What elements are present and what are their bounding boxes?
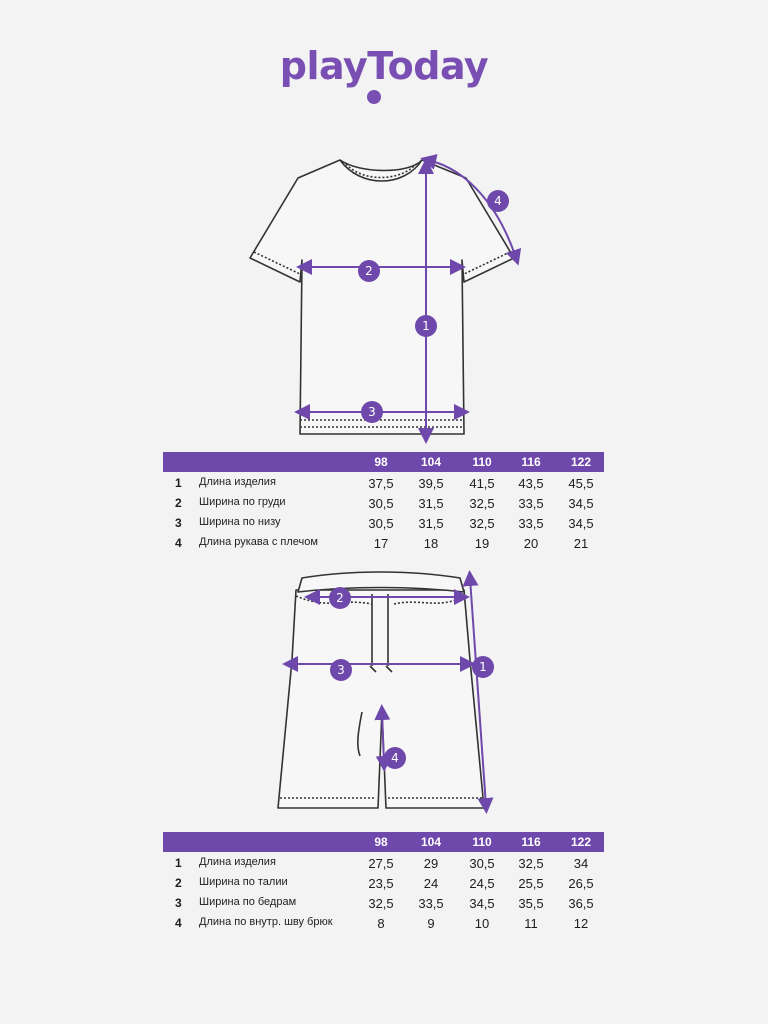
row-label: Длина изделия bbox=[199, 856, 276, 868]
cell-value: 30,5 bbox=[469, 856, 495, 871]
table-row bbox=[163, 912, 604, 932]
cell-value: 33,5 bbox=[418, 896, 444, 911]
cell-value: 27,5 bbox=[368, 856, 394, 871]
tshirt-outline bbox=[250, 160, 514, 434]
cell-value: 43,5 bbox=[518, 476, 544, 491]
table-header bbox=[163, 452, 604, 472]
row-number: 1 bbox=[175, 476, 182, 490]
size-header: 104 bbox=[420, 455, 442, 469]
cell-value: 19 bbox=[474, 536, 490, 551]
cell-value: 29 bbox=[423, 856, 439, 871]
table-header bbox=[163, 832, 604, 852]
cell-value: 36,5 bbox=[568, 896, 594, 911]
cell-value: 34,5 bbox=[568, 516, 594, 531]
row-number: 3 bbox=[175, 516, 182, 530]
shorts-badge-3 bbox=[330, 659, 352, 681]
tshirt-diagram bbox=[0, 140, 768, 445]
cell-value: 35,5 bbox=[518, 896, 544, 911]
svg-text:1: 1 bbox=[479, 660, 487, 674]
size-header: 110 bbox=[472, 455, 492, 469]
svg-text:2: 2 bbox=[336, 591, 344, 605]
cell-value: 31,5 bbox=[418, 516, 444, 531]
cell-value: 11 bbox=[524, 916, 538, 931]
cell-value: 9 bbox=[427, 916, 435, 931]
row-number: 4 bbox=[175, 916, 182, 930]
size-header: 110 bbox=[472, 835, 492, 849]
row-number: 2 bbox=[175, 876, 182, 890]
cell-value: 24,5 bbox=[469, 876, 495, 891]
logo-dot bbox=[367, 90, 381, 104]
cell-value: 39,5 bbox=[418, 476, 444, 491]
table-row bbox=[163, 492, 604, 512]
svg-text:3: 3 bbox=[337, 663, 345, 677]
svg-text:4: 4 bbox=[494, 194, 502, 208]
tee-badge-4 bbox=[487, 190, 509, 212]
table-row bbox=[163, 512, 604, 532]
cell-value: 17 bbox=[373, 536, 389, 551]
cell-value: 30,5 bbox=[368, 516, 394, 531]
svg-text:4: 4 bbox=[391, 751, 399, 765]
table-row bbox=[163, 532, 604, 552]
cell-value: 25,5 bbox=[518, 876, 544, 891]
shorts-badge-1 bbox=[472, 656, 494, 678]
cell-value: 8 bbox=[377, 916, 385, 931]
cell-value: 23,5 bbox=[368, 876, 394, 891]
size-header: 122 bbox=[570, 835, 592, 849]
row-label: Ширина по талии bbox=[199, 876, 288, 888]
size-header: 116 bbox=[521, 835, 541, 849]
brand-logo: playToday bbox=[279, 44, 489, 88]
cell-value: 45,5 bbox=[568, 476, 594, 491]
shorts-size-table bbox=[163, 832, 604, 932]
svg-text:2: 2 bbox=[365, 264, 373, 278]
cell-value: 12 bbox=[573, 916, 589, 931]
row-number: 4 bbox=[175, 536, 182, 550]
row-number: 2 bbox=[175, 496, 182, 510]
row-label: Ширина по бедрам bbox=[199, 896, 297, 908]
row-label: Длина по внутр. шву брюк bbox=[199, 916, 333, 928]
svg-text:1: 1 bbox=[422, 319, 430, 333]
svg-text:3: 3 bbox=[368, 405, 376, 419]
size-header: 116 bbox=[521, 455, 541, 469]
cell-value: 34 bbox=[573, 856, 589, 871]
cell-value: 31,5 bbox=[418, 496, 444, 511]
cell-value: 34,5 bbox=[568, 496, 594, 511]
tee-badge-1 bbox=[415, 315, 437, 337]
shorts-outline bbox=[278, 572, 484, 808]
size-header: 122 bbox=[570, 455, 592, 469]
table-row bbox=[163, 872, 604, 892]
cell-value: 32,5 bbox=[518, 856, 544, 871]
row-label: Длина изделия bbox=[199, 476, 276, 488]
size-header: 104 bbox=[420, 835, 442, 849]
row-number: 3 bbox=[175, 896, 182, 910]
cell-value: 21 bbox=[573, 536, 589, 551]
table-row bbox=[163, 472, 604, 492]
size-header: 98 bbox=[374, 455, 388, 469]
cell-value: 20 bbox=[523, 536, 539, 551]
table-row bbox=[163, 852, 604, 872]
cell-value: 32,5 bbox=[368, 896, 394, 911]
shorts-badge-4 bbox=[384, 747, 406, 769]
cell-value: 37,5 bbox=[368, 476, 394, 491]
shorts-badge-2 bbox=[329, 587, 351, 609]
cell-value: 18 bbox=[423, 536, 439, 551]
tee-badge-3 bbox=[361, 401, 383, 423]
cell-value: 30,5 bbox=[368, 496, 394, 511]
tshirt-size-table bbox=[163, 452, 604, 552]
tee-badge-2 bbox=[358, 260, 380, 282]
cell-value: 32,5 bbox=[469, 496, 495, 511]
row-label: Ширина по груди bbox=[199, 496, 286, 508]
table-row bbox=[163, 892, 604, 912]
cell-value: 34,5 bbox=[469, 896, 495, 911]
shorts-diagram bbox=[0, 560, 768, 820]
cell-value: 24 bbox=[423, 876, 439, 891]
row-label: Длина рукава с плечом bbox=[199, 536, 318, 548]
cell-value: 33,5 bbox=[518, 496, 544, 511]
size-header: 98 bbox=[374, 835, 388, 849]
cell-value: 33,5 bbox=[518, 516, 544, 531]
row-number: 1 bbox=[175, 856, 182, 870]
cell-value: 26,5 bbox=[568, 876, 594, 891]
cell-value: 32,5 bbox=[469, 516, 495, 531]
row-label: Ширина по низу bbox=[199, 516, 281, 528]
cell-value: 41,5 bbox=[469, 476, 495, 491]
cell-value: 10 bbox=[474, 916, 490, 931]
